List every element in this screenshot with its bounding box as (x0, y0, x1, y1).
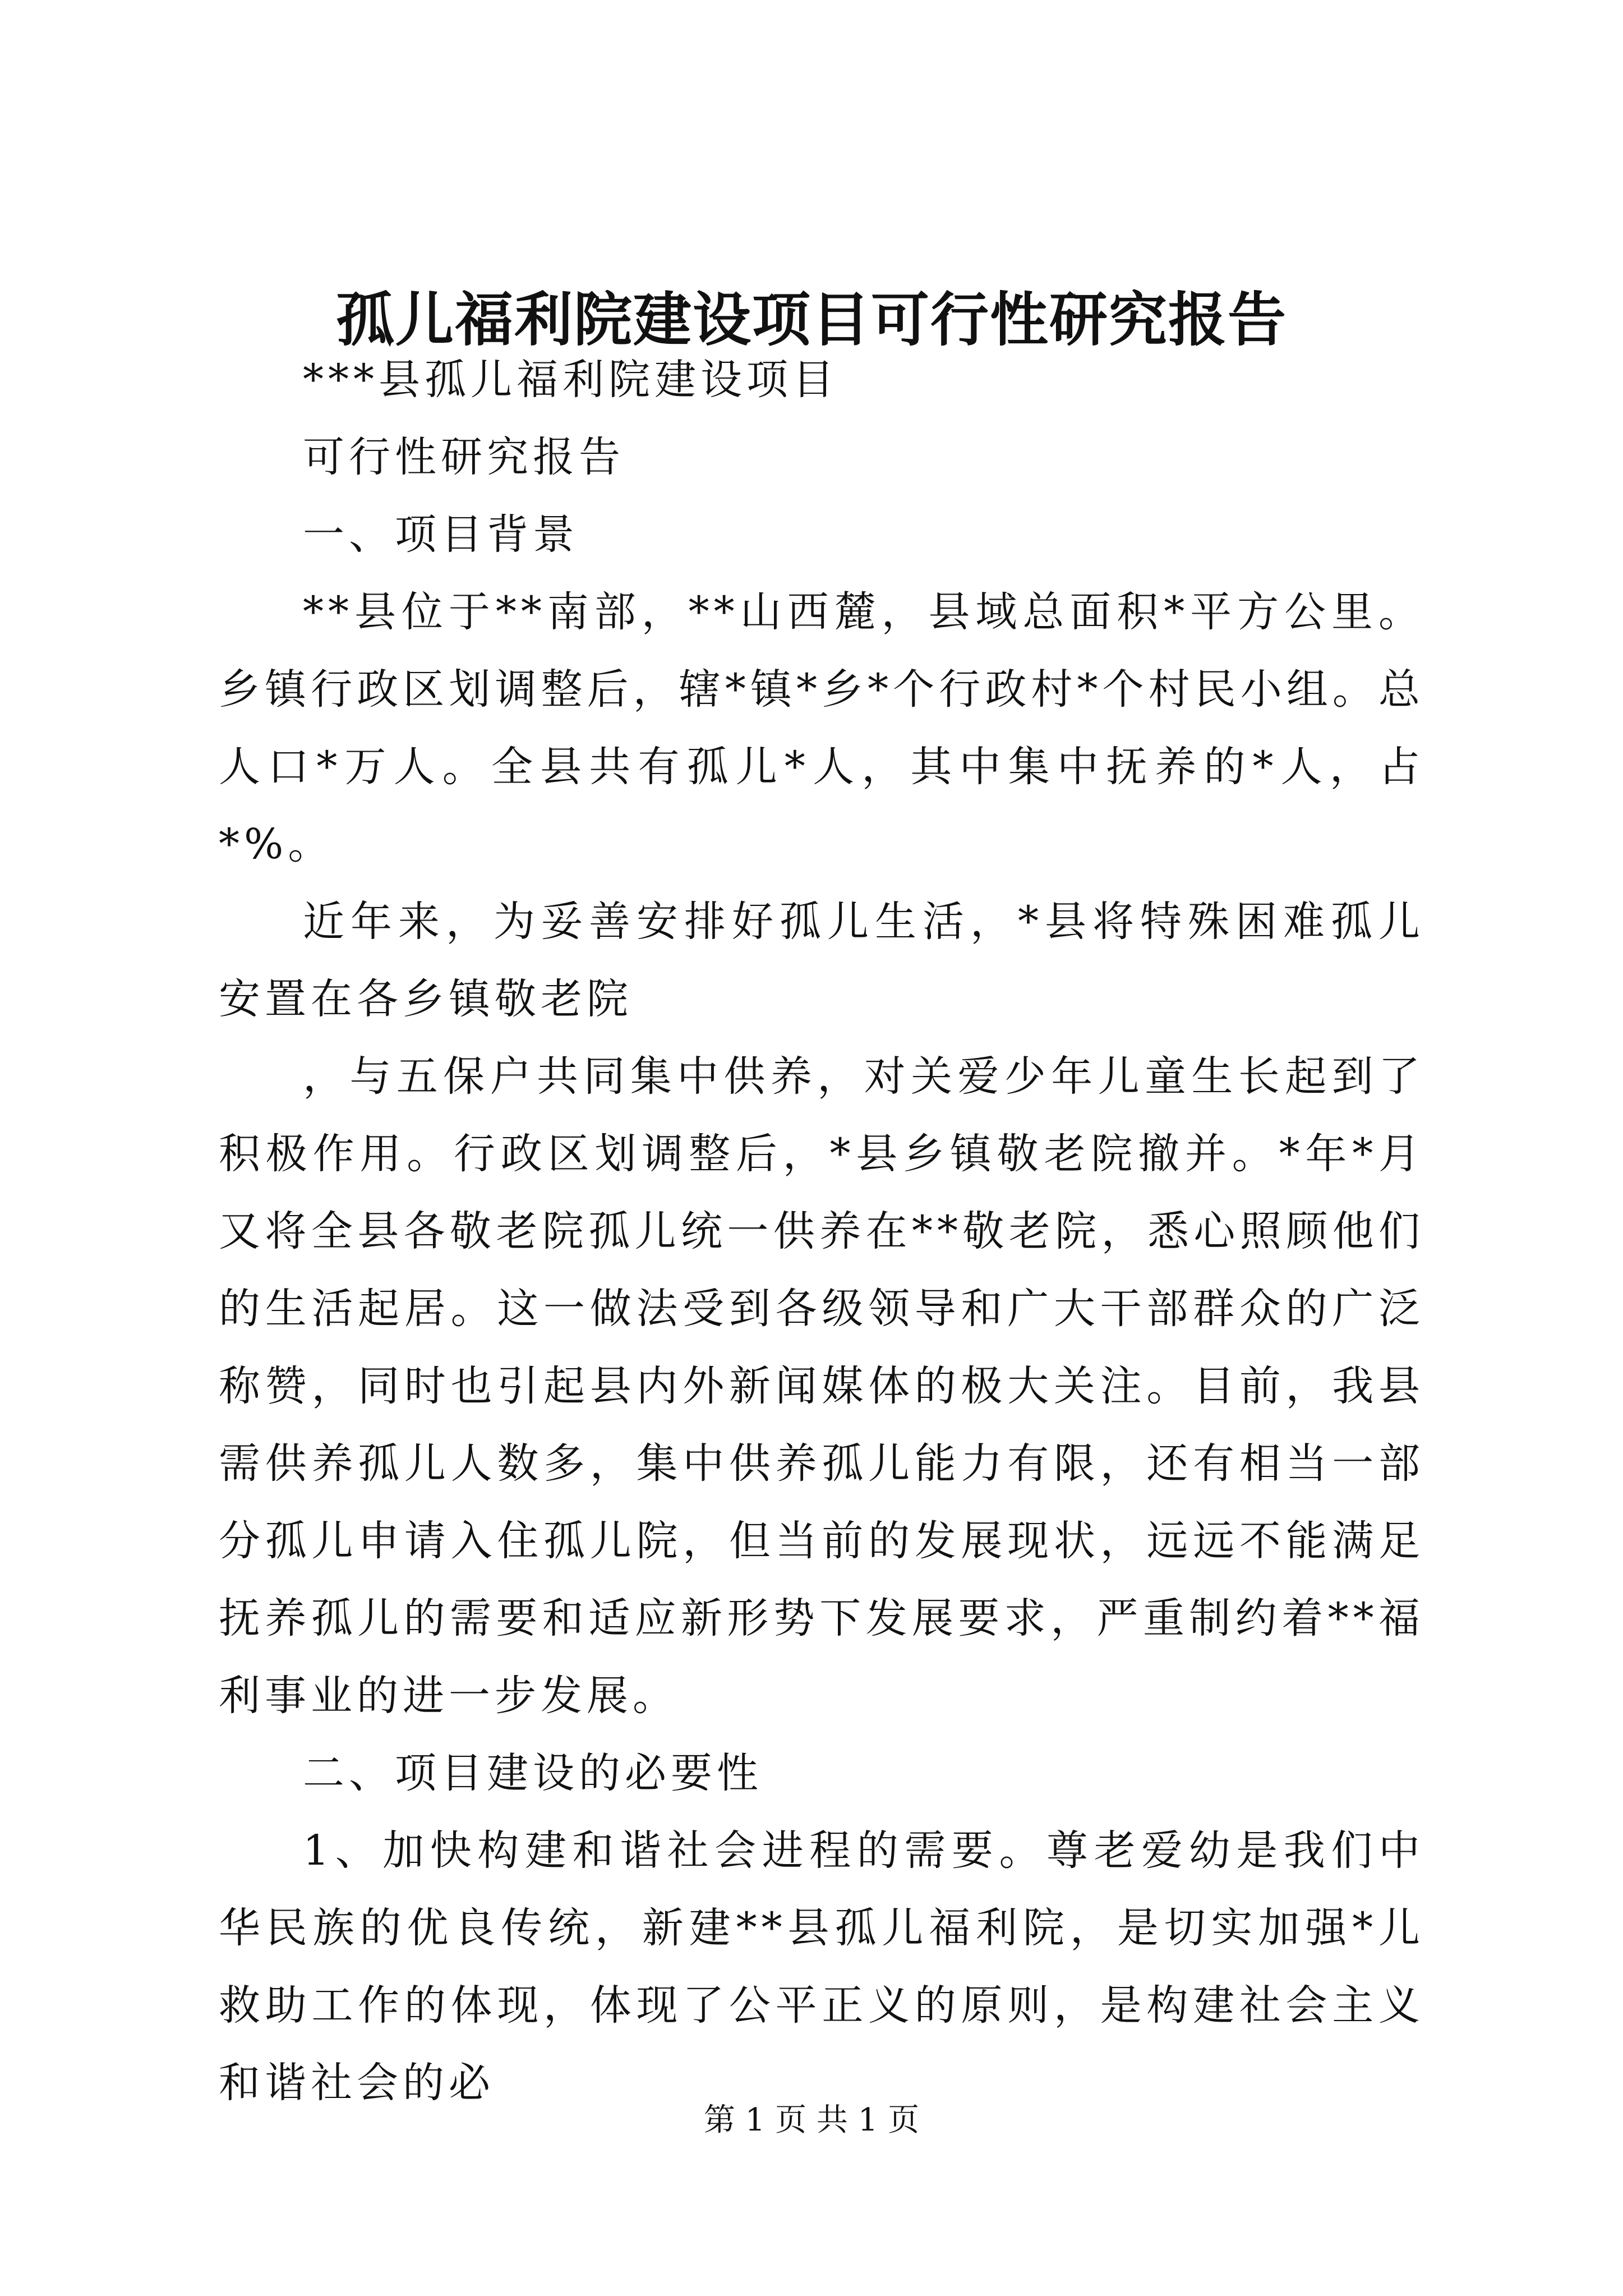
paragraph-harmonious-society: 1、加快构建和谐社会进程的需要。尊老爱幼是我们中华民族的优良传统，新建**县孤儿福利院，是切实加强*儿救助工作的体现，体现了公平正义的原则，是构建社会主义和谐社会的必 (219, 1826, 1424, 2107)
paragraph-subtitle-line2: 可行性研究报告 (303, 433, 625, 481)
paragraph-subtitle-line1: ***县孤儿福利院建设项目 (303, 356, 838, 404)
section-heading-background: 一、项目背景 (303, 510, 579, 559)
paragraph-county-overview: **县位于**南部，**山西麓，县域总面积*平方公里。乡镇行政区划调整后，辖*镇*乡*个行政村*个村民小组。总人口*万人。全县共有孤儿*人，其中集中抚养的*人，占*%。 (219, 588, 1424, 868)
section-heading-necessity: 二、项目建设的必要性 (303, 1749, 763, 1797)
paragraph-current-situation: ，与五保户共同集中供养，对关爱少年儿童生长起到了积极作用。行政区划调整后，*县乡镇敬老院撤并。*年*月又将全县各敬老院孤儿统一供养在**敬老院，悉心照顾他们的生活起居。这一做法受到各级领导和广大干部群众的广泛称赞，同时也引起县内外新闻媒体的极大关注。目前，我县需供养孤儿人数多，集中供养孤儿能力有限，还有相当一部分孤儿申请入住孤儿院，但当前的发展现状，远远不能满足抚养孤儿的需要和适应新形势下发展要求，严重制约着**福利事业的进一步发展。 (219, 1052, 1424, 1720)
page-number-footer: 第 1 页 共 1 页 (703, 2102, 920, 2138)
paragraph-recent-years: 近年来，为妥善安排好孤儿生活，*县将特殊困难孤儿安置在各乡镇敬老院 (219, 898, 1424, 1023)
document-body (219, 341, 1424, 2122)
document-title: 孤儿福利院建设项目可行性研究报告 (335, 285, 1287, 354)
